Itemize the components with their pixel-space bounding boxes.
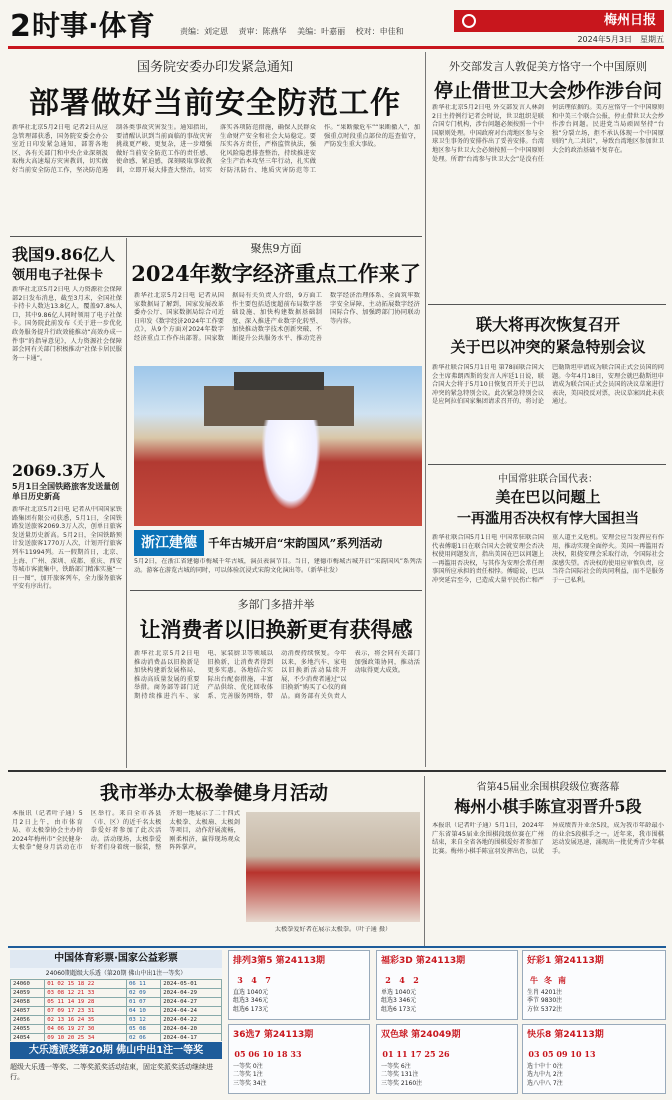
lottery-box-title: 双色球 第24049期	[381, 1030, 461, 1040]
table-cell: 05 08	[127, 1025, 161, 1034]
lottery-ball: 33	[290, 1049, 302, 1059]
editor-credits	[180, 26, 440, 40]
china-un-headline-2: 一再滥用否决权有悖大国担当	[457, 511, 639, 527]
logo-emblem-icon	[462, 14, 476, 28]
table-cell: 24060	[11, 980, 45, 989]
table-row	[11, 1025, 222, 1034]
taichi-photo-caption: 太极拳爱好者在展示太极拳。（叶子通 摄）	[274, 926, 392, 933]
roof-shape	[234, 372, 324, 390]
table-cell: 07 09 17 23 31	[45, 1007, 127, 1016]
lottery-draw-bar: 大乐透派奖第20期 佛山中出1注一等奖	[10, 1042, 222, 1059]
table-cell: 01 07	[127, 998, 161, 1007]
lottery-ball: 冬	[544, 975, 552, 985]
prize-row: 选八中八 7注	[527, 1079, 563, 1087]
lottery-ball: 4	[251, 975, 257, 985]
prize-row: 单选 1040元	[381, 989, 417, 996]
lead-kicker: 国务院安委办印发紧急通知	[136, 60, 293, 74]
table-cell: 05 11 14 19 28	[45, 998, 127, 1007]
table-cell: 2024-04-27	[161, 998, 222, 1007]
table-row	[11, 998, 222, 1007]
lottery-box-title: 快乐8 第24113期	[527, 1030, 604, 1040]
credit-editor: 责编：刘定恩	[180, 27, 228, 36]
table-cell: 04 06 19 27 30	[45, 1025, 127, 1034]
photo-caption: 5月2日，在浙江省建德市梅城千年古城，演员表演节目。当日，建德市梅城古城开启“宋韵国风”系列活动。游客在游览古城的同时，可以体验沉浸式宋韵文化演出等。（新华社发）	[134, 558, 422, 574]
lottery-ball: 03	[528, 1049, 540, 1059]
section-divider	[8, 770, 666, 772]
prize-row: 生肖 4201注	[527, 989, 563, 996]
credit-reviewer: 责审：陈燕华	[238, 27, 287, 36]
lottery-ball: 2	[385, 975, 391, 985]
lottery-ball: 13	[584, 1049, 596, 1059]
lottery-box-title: 排列3第5 第24113期	[233, 956, 325, 966]
table-cell: 24057	[11, 1007, 45, 1016]
lottery-ball: 7	[265, 975, 271, 985]
divider	[428, 464, 666, 465]
digital-body: 新华社北京5月2日电 记者从国家数据局了解到，国家发展改革委办公厅、国家数据局综合司近日印发《数字经济2024年工作要点》，从9个方面对2024年数字经济重点工作作出部署。国家数据局有关负责人介绍，9方面工作主要包括适度超前布局数字基础设施、加快构建数据基础制度、深入推进产业数字化转型、加快推动数字技术创新突破、不断提升公共服务水平、推动完善数字经济治理体系、全面筑牢数字安全屏障、主动拓展数字经济国际合作、加强跨部门协同联动等内容。	[134, 292, 420, 342]
lottery-balls	[527, 1042, 661, 1061]
table-cell: 02 13 16 24 35	[45, 1016, 127, 1025]
lottery-box-box6	[522, 1024, 666, 1094]
lottery-ball: 南	[558, 975, 566, 985]
lottery-title: 中国体育彩票·国家公益彩票	[10, 950, 222, 968]
lottery-box-title: 好彩1 第24113期	[527, 956, 604, 966]
right-top-headline: 停止借世卫大会炒作涉台问	[433, 80, 662, 102]
table-row	[11, 1034, 222, 1042]
lottery-rule	[8, 946, 666, 948]
ancient-city-photo	[134, 366, 422, 526]
china-un-body: 新华社联合国5月1日电 中国常驻联合国代表傅聪1日在联合国大会就安理会否决权使用问题发言，指出美国在巴以问题上一再滥用否决权，与其作为安理会常任理事国所应承担的责任相悖。傅聪说，巴以冲突延宕至今，已造成大量平民伤亡和严重人道主义危机。安理会应当发挥应有作用，推动实现全面停火。美国一再滥用否决权，阻挠安理会采取行动，令国际社会深感失望。否决权的使用应审慎负责，应当符合国际社会的共同利益，而不是服务于一己私利。	[432, 534, 664, 584]
right-top-kicker: 外交部发言人敦促美方恪守一个中国原则	[449, 60, 647, 73]
table-cell: 01 02 15 18 22	[45, 980, 127, 989]
table-cell: 2024-04-20	[161, 1025, 222, 1034]
table-cell: 03 08 12 21 33	[45, 989, 127, 998]
dancer-figure	[261, 420, 321, 510]
un-body: 新华社联合国5月1日电 第78届联合国大会主席弗朗西斯的发言人库廷1日说，联合国大会将于5月10日恢复召开关于巴以冲突的紧急特别会议。此次紧急特别会议是应阿拉伯国家集团请求召开的，将讨论巴勒斯坦申请成为联合国正式会员国的问题。今年4月18日，安理会就巴勒斯坦申请成为联合国正式会员国的决议草案进行表决，美国投反对票，决议草案因此未获通过。	[432, 364, 664, 406]
credit-proofreader: 校对：申佳和	[355, 27, 404, 36]
lottery-ball: 牛	[530, 975, 538, 985]
lottery-ball: 01	[382, 1049, 394, 1059]
lottery-ball: 10	[262, 1049, 274, 1059]
digital-headline: 2024年数字经济重点工作来了	[131, 261, 421, 286]
prize-row: 二等奖 131注	[381, 1071, 419, 1079]
prize-row: 选九中九 2注	[527, 1071, 563, 1079]
page-number: 2	[10, 10, 31, 44]
lottery-balls	[381, 968, 513, 987]
photo-title: 千年古城开启“宋韵国风”系列活动	[208, 536, 383, 550]
table-cell: 2024-04-22	[161, 1016, 222, 1025]
prize-row: 一等奖 0注	[233, 1063, 263, 1070]
prize-row: 一等奖 6注	[381, 1063, 411, 1070]
table-cell: 02 06	[127, 1034, 161, 1042]
lottery-ball: 25	[424, 1049, 436, 1059]
issue-date: 2024年5月3日 星期五	[577, 35, 664, 44]
chess-body: 本报讯（记者叶子通）5月1日，2024年广东省第45届业余围棋段级位赛在广州结束，来自全省各地的围棋爱好者参加了比赛。梅州小棋手陈宣羽发挥出色，以优异成绩晋升业余5段，成为我市年龄最小的业余5段棋手之一。近年来，我市围棋运动发展迅速，涌现出一批优秀青少年棋手。	[432, 822, 664, 855]
lottery-box-box2	[376, 950, 518, 1020]
prize-row: 季节 9830注	[527, 997, 563, 1005]
masthead-logo	[454, 10, 664, 32]
table-cell: 24059	[11, 989, 45, 998]
lottery-ball: 05	[234, 1049, 246, 1059]
divider	[428, 304, 666, 305]
lottery-ball: 11	[396, 1049, 408, 1059]
lottery-box-box4	[228, 1024, 370, 1094]
table-row	[11, 989, 222, 998]
table-row	[11, 1016, 222, 1025]
table-cell: 24056	[11, 1016, 45, 1025]
draw-history-table	[10, 979, 222, 1041]
lottery-ball: 05	[542, 1049, 554, 1059]
taichi-body: 本报讯（记者叶子通）5月2日上午，由市体育局、市太极拳协会主办的2024年梅州市“全民健身·太极拳”健身月活动在市区举行。来自全市各县（市、区）的近千名太极拳爱好者参加了此次活动。活动现场，太极拳爱好者们身着统一服装，整齐划一地展示了二十四式太极拳、太极扇、太极剑等项目，动作舒展流畅，刚柔相济，赢得现场观众阵阵掌声。	[12, 810, 240, 852]
lead-headline: 部署做好当前安全防范工作	[29, 86, 401, 118]
lottery-ball: 4	[399, 975, 405, 985]
prize-row: 组选3 346元	[233, 997, 269, 1005]
lottery-ball: 3	[237, 975, 243, 985]
table-cell: 2024-04-17	[161, 1034, 222, 1042]
lottery-box-box3	[522, 950, 666, 1020]
lottery-ball: 17	[410, 1049, 422, 1059]
taichi-headline: 我市举办太极拳健身月活动	[99, 782, 328, 804]
railway-title: 2069.3万人	[12, 461, 106, 480]
prize-row: 直选 1040元	[233, 989, 269, 996]
lottery-ball: 2	[413, 975, 419, 985]
social-card-body: 新华社北京5月2日电 人力资源社会保障部2日发布消息，截至3月末，全国社保卡持卡人数达13.8亿人，覆盖97.8%人口，其中9.86亿人同时领用了电子社保卡。国务院此前发布《关于进一步优化政务服务提升行政效能推动“高效办成一件事”的指导意见》，人力资源社会保障部会同有关部门积极推动“社保卡居民服务一卡通”。	[12, 286, 122, 362]
lottery-subtitle: 24060期超级大乐透（第20期 佛山中出1注一等奖）	[10, 968, 222, 978]
table-cell: 03 12	[127, 1016, 161, 1025]
lottery-balls	[381, 1042, 513, 1061]
china-un-kicker: 中国常驻联合国代表：	[498, 474, 598, 484]
digital-kicker: 聚焦9方面	[250, 242, 302, 255]
un-headline-1: 联大将再次恢复召开	[475, 315, 620, 334]
lottery-ball: 09	[556, 1049, 568, 1059]
prize-row: 三等奖 2160注	[381, 1079, 423, 1087]
china-un-headline-1: 美在巴以问题上	[495, 488, 601, 506]
lottery-balls	[527, 968, 661, 987]
lottery-balls	[233, 968, 365, 987]
table-row	[11, 1007, 222, 1016]
taichi-photo	[246, 812, 420, 922]
column-divider	[424, 776, 425, 946]
social-card-subtitle: 领用电子社保卡	[12, 268, 104, 283]
table-cell: 06 11	[127, 980, 161, 989]
lead-body: 新华社北京5月2日电 记者2日从应急管理部获悉，国务院安委会办公室近日印发紧急通知，部署各地区、各有关部门和中央企业深刻汲取梅大高速塌方灾害教训，切实做好当前安全防范工作，坚决防范遏制各类事故灾害发生。通知指出，要清醒认识到当前面临的事故灾害挑战更严峻、更复杂，进一步增强做好当前安全防范工作的责任感、使命感、紧迫感，深刻吸取事故教训，立即开展大排查大整治，切实落实各项防范措施，确保人民群众生命财产安全和社会大局稳定。要压实各方责任，严格监管执法，强化风险隐患排查整治，持续推进安全生产治本攻坚三年行动，扎实做好防汛防台、地质灾害防范等工作。“果断撤危车”“果断撤人”，加强重点时段重点部位的巡查值守，严防发生重大事故。	[12, 124, 420, 174]
column-divider	[425, 52, 426, 767]
divider	[10, 236, 422, 237]
prize-row: 方位 5372注	[527, 1005, 563, 1013]
divider	[130, 590, 422, 591]
header-rule	[8, 46, 664, 49]
lottery-box-box5	[376, 1024, 518, 1094]
prize-row: 选十中十 0注	[527, 1063, 563, 1070]
tradein-headline: 让消费者以旧换新更有获得感	[139, 617, 413, 642]
chess-headline: 梅州小棋手陈宣羽晋升5段	[454, 797, 642, 816]
table-cell: 02 09	[127, 989, 161, 998]
lottery-notice: 超级大乐透一等奖、二等奖派奖活动结束，固定奖派奖活动继续进行。	[10, 1063, 213, 1081]
prize-row: 组选3 346元	[381, 997, 417, 1005]
table-cell: 04 10	[127, 1007, 161, 1016]
railway-subtitle: 5月1日全国铁路旅客发送量创单日历史新高	[12, 482, 120, 501]
prize-row: 三等奖 34注	[233, 1079, 267, 1087]
lottery-box-box1	[228, 950, 370, 1020]
table-cell: 2024-04-29	[161, 989, 222, 998]
table-cell: 24058	[11, 998, 45, 1007]
table-cell: 2024-04-24	[161, 1007, 222, 1016]
prize-row: 组选6 173元	[233, 1005, 269, 1013]
table-cell: 2024-05-01	[161, 980, 222, 989]
right-top-body: 新华社北京5月2日电 外交部发言人林剑2日主持例行记者会时说，世卫组织是联合国专门机构，涉台问题必须按照一个中国原则处理。中国政府对台湾地区参与全球卫生事务的安排作出了妥善安排。台湾地区参与世卫大会必须按照一个中国原则处理。所谓“台湾参与世卫大会”是没有任何法理依据的。美方应恪守一个中国原则和中美三个联合公报，停止借世卫大会炒作涉台问题。民进党当局顽固坚持“台独”分裂立场，拒不承认体现一个中国原则的“九二共识”，导致台湾地区参加世卫大会的政治基础不复存在。	[432, 104, 664, 163]
lottery-box-title: 福彩3D 第24113期	[381, 956, 466, 966]
lottery-ball: 10	[570, 1049, 582, 1059]
un-headline-2: 关于巴以冲突的紧急特别会议	[450, 338, 646, 356]
tradein-body: 新华社北京5月2日电 推动消费品以旧换新是加快构建新发展格局、推动高质量发展的重要举措。商务部等部门近期持续推进汽车、家电、家装厨卫等领域以旧换新，让消费者得到更多实惠。各地结合实际出台配套措施，丰富产品供给、优化回收体系、完善服务网络，带动消费持续恢复。今年以来，多地汽车、家电以旧换新活动陆续开展，不少消费者通过“以旧换新”购买了心仪的商品。商务部有关负责人表示，将会同有关部门加强政策协同，推动活动取得更大成效。	[134, 650, 420, 700]
chess-kicker: 省第45届业余围棋段级位赛落幕	[476, 782, 620, 792]
masthead-title: 梅州日报	[603, 13, 656, 28]
table-cell: 24055	[11, 1025, 45, 1034]
prize-row: 组选6 173元	[381, 1005, 417, 1013]
table-cell: 09 10 20 25 34	[45, 1034, 127, 1042]
social-card-title: 我国9.86亿人	[12, 245, 115, 264]
tradein-kicker: 多部门多措并举	[237, 598, 315, 610]
table-cell: 24054	[11, 1034, 45, 1042]
railway-body: 新华社北京5月2日电 记者从中国国家铁路集团有限公司获悉，5月1日，全国铁路发送旅客2069.3万人次，创单日旅客发送量历史新高。5月2日，全国铁路预计发送旅客1770万人次，计划开行旅客列车11994列。五一假期首日，北京、上海、广州、深圳、成都、重庆、西安等城市客流集中，铁路部门精准实施“一日一图”，加开旅客列车，全力服务旅客平安有序出行。	[12, 506, 122, 591]
lottery-ball: 18	[276, 1049, 288, 1059]
column-divider	[126, 238, 127, 768]
lottery-results-table	[10, 979, 222, 1041]
lottery-box-title: 36选7 第24113期	[233, 1030, 314, 1040]
photo-location-label: 浙江建德	[134, 530, 204, 556]
lottery-ball: 26	[438, 1049, 450, 1059]
section-title: 时事·体育	[32, 9, 155, 42]
credit-designer: 美编：叶嘉丽	[297, 27, 346, 36]
lottery-balls	[233, 1042, 365, 1061]
table-row	[11, 980, 222, 989]
lottery-ball: 06	[248, 1049, 260, 1059]
prize-row: 二等奖 1注	[233, 1071, 263, 1079]
